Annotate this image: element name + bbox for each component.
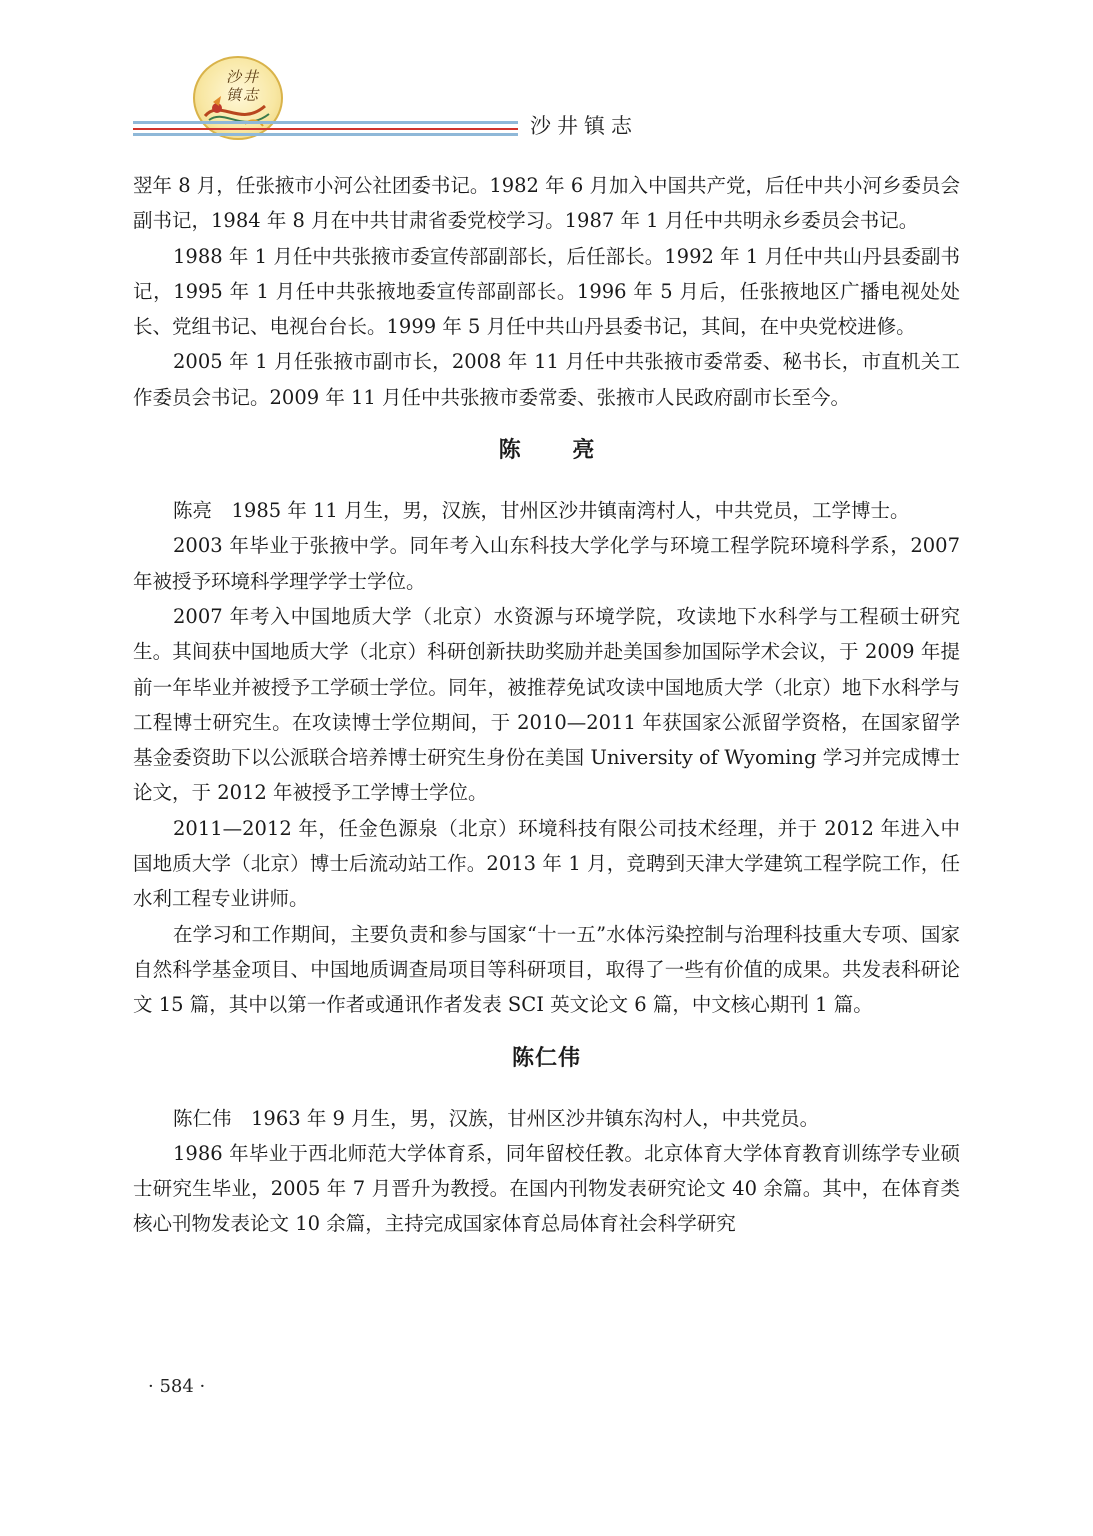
paragraph: 1986 年毕业于西北师范大学体育系，同年留校任教。北京体育大学体育教育训练学专业硕士研究生毕业，2005 年 7 月晋升为教授。在国内刊物发表研究论文 40 余篇。其中，在体育类核心刊物发表论文 10 余篇，主持完成国家体育总局体育社会科学研究 (133, 1141, 960, 1236)
page-number: · 584 · (148, 1376, 206, 1397)
header-rule-bottom (133, 133, 518, 136)
paragraph: 2005 年 1 月任张掖市副市长，2008 年 11 月任中共张掖市委常委、秘书长，市直机关工作委员会书记。2009 年 11 月任中共张掖市委常委、张掖市人民政府副市长至今。 (133, 350, 960, 409)
paragraph: 陈仁伟 1963 年 9 月生，男，汉族，甘州区沙井镇东沟村人，中共党员。 (173, 1106, 820, 1130)
page-body (133, 168, 960, 1242)
paragraph: 2003 年毕业于张掖中学。同年考入山东科技大学化学与环境工程学院环境科学系，2007 年被授予环境科学理学学士学位。 (133, 534, 960, 593)
section-title-chen-renwei: 陈仁伟 (511, 1045, 581, 1071)
running-title: 沙井镇志 (530, 114, 638, 138)
header-rule-top (133, 121, 518, 124)
paragraph: 1988 年 1 月任中共张掖市委宣传部副部长，后任部长。1992 年 1 月任中共山丹县委副书记，1995 年 1 月任中共张掖地委宣传部副部长。1996 年 5 月后，任张掖地区广播电视处处长、党组书记、电视台台长。1999 年 5 月任中共山丹县委书记，其间，在中央党校进修。 (133, 244, 960, 339)
section-title-chen-liang: 陈 亮 (498, 438, 617, 464)
paragraph: 陈亮 1985 年 11 月生，男，汉族，甘州区沙井镇南湾村人，中共党员，工学博士。 (173, 499, 910, 523)
header-rule-middle (133, 128, 518, 130)
paragraph: 2011—2012 年，任金色源泉（北京）环境科技有限公司技术经理，并于 2012 年进入中国地质大学（北京）博士后流动站工作。2013 年 1 月，竞聘到天津大学建筑工程学院工作，任水利工程专业讲师。 (133, 816, 960, 911)
paragraph: 翌年 8 月，任张掖市小河公社团委书记。1982 年 6 月加入中国共产党，后任中共小河乡委员会副书记，1984 年 8 月在中共甘肃省委党校学习。1987 年 1 月任中共明永乡委员会书记。 (133, 174, 960, 233)
paragraph: 在学习和工作期间，主要负责和参与国家“十一五”水体污染控制与治理科技重大专项、国家自然科学基金项目、中国地质调查局项目等科研项目，取得了一些有价值的成果。共发表科研论文 15 篇，其中以第一作者或通讯作者发表 SCI 英文论文 6 篇，中文核心期刊 1 篇。 (133, 922, 960, 1017)
paragraph: 2007 年考入中国地质大学（北京）水资源与环境学院，攻读地下水科学与工程硕士研究生。其间获中国地质大学（北京）科研创新扶助奖励并赴美国参加国际学术会议，于 2009 年提前一年毕业并被授予工学硕士学位。同年，被推荐免试攻读中国地质大学（北京）地下水科学与工程博士研究生。在攻读博士学位期间，于 2010—2011 年获国家公派留学资格，在国家留学基金委资助下以公派联合培养博士研究生身份在美国 University of Wyoming 学习并完成博士论文，于 2012 年被授予工学博士学位。 (133, 604, 960, 805)
page-header (0, 0, 1093, 150)
logo-text: 沙井 镇志 (225, 68, 260, 104)
